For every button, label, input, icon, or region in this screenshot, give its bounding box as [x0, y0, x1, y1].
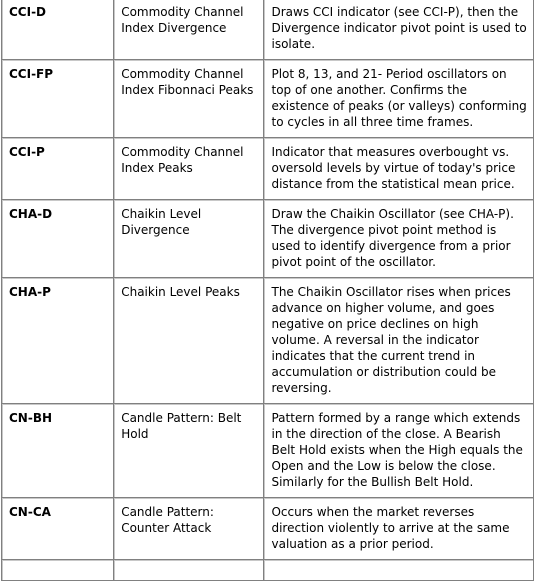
indicator-code: CHA-P [2, 278, 114, 404]
table-cell-empty [114, 560, 264, 581]
indicator-code: CN-CA [2, 498, 114, 560]
indicator-description: The Chaikin Oscillator rises when prices advance on higher volume, and goes negative on price declines on high volume. A reversal in the indicator indicates that the current trend in accumulation or distribution could be reversing. [264, 278, 534, 404]
indicator-name: Chaikin Level Divergence [114, 200, 264, 278]
indicator-table [1, 0, 534, 581]
table-row [2, 138, 534, 200]
indicator-name: Commodity Channel Index Peaks [114, 138, 264, 200]
indicator-code: CN-BH [2, 404, 114, 498]
indicator-code: CHA-D [2, 200, 114, 278]
table-row [2, 404, 534, 498]
table-row-partial [2, 560, 534, 581]
table-cell-empty [264, 560, 534, 581]
indicator-name: Candle Pattern: Counter Attack [114, 498, 264, 560]
indicator-name: Candle Pattern: Belt Hold [114, 404, 264, 498]
indicator-code: CCI-FP [2, 60, 114, 138]
table-row [2, 278, 534, 404]
table-row [2, 200, 534, 278]
indicator-name: Commodity Channel Index Divergence [114, 0, 264, 60]
table-row [2, 498, 534, 560]
table-cell-empty [2, 560, 114, 581]
indicator-description: Occurs when the market reverses direction violently to arrive at the same valuation as a prior period. [264, 498, 534, 560]
indicator-code: CCI-P [2, 138, 114, 200]
indicator-description: Draws CCI indicator (see CCI-P), then the Divergence indicator pivot point is used to isolate. [264, 0, 534, 60]
indicator-description: Draw the Chaikin Oscillator (see CHA-P). The divergence pivot point method is used to identify divergence from a prior pivot point of the oscillator. [264, 200, 534, 278]
indicator-description: Plot 8, 13, and 21- Period oscillators on top of one another. Confirms the existence of peaks (or valleys) conforming to cycles in all three time frames. [264, 60, 534, 138]
indicator-table-container [1, 0, 534, 581]
indicator-description: Pattern formed by a range which extends in the direction of the close. A Bearish Belt Hold exists when the High equals the Open and the Low is below the close. Similarly for the Bullish Belt Hold. [264, 404, 534, 498]
table-row [2, 0, 534, 60]
indicator-name: Chaikin Level Peaks [114, 278, 264, 404]
indicator-name: Commodity Channel Index Fibonnaci Peaks [114, 60, 264, 138]
indicator-code: CCI-D [2, 0, 114, 60]
indicator-description: Indicator that measures overbought vs. oversold levels by virtue of today's price distance from the statistical mean price. [264, 138, 534, 200]
table-row [2, 60, 534, 138]
